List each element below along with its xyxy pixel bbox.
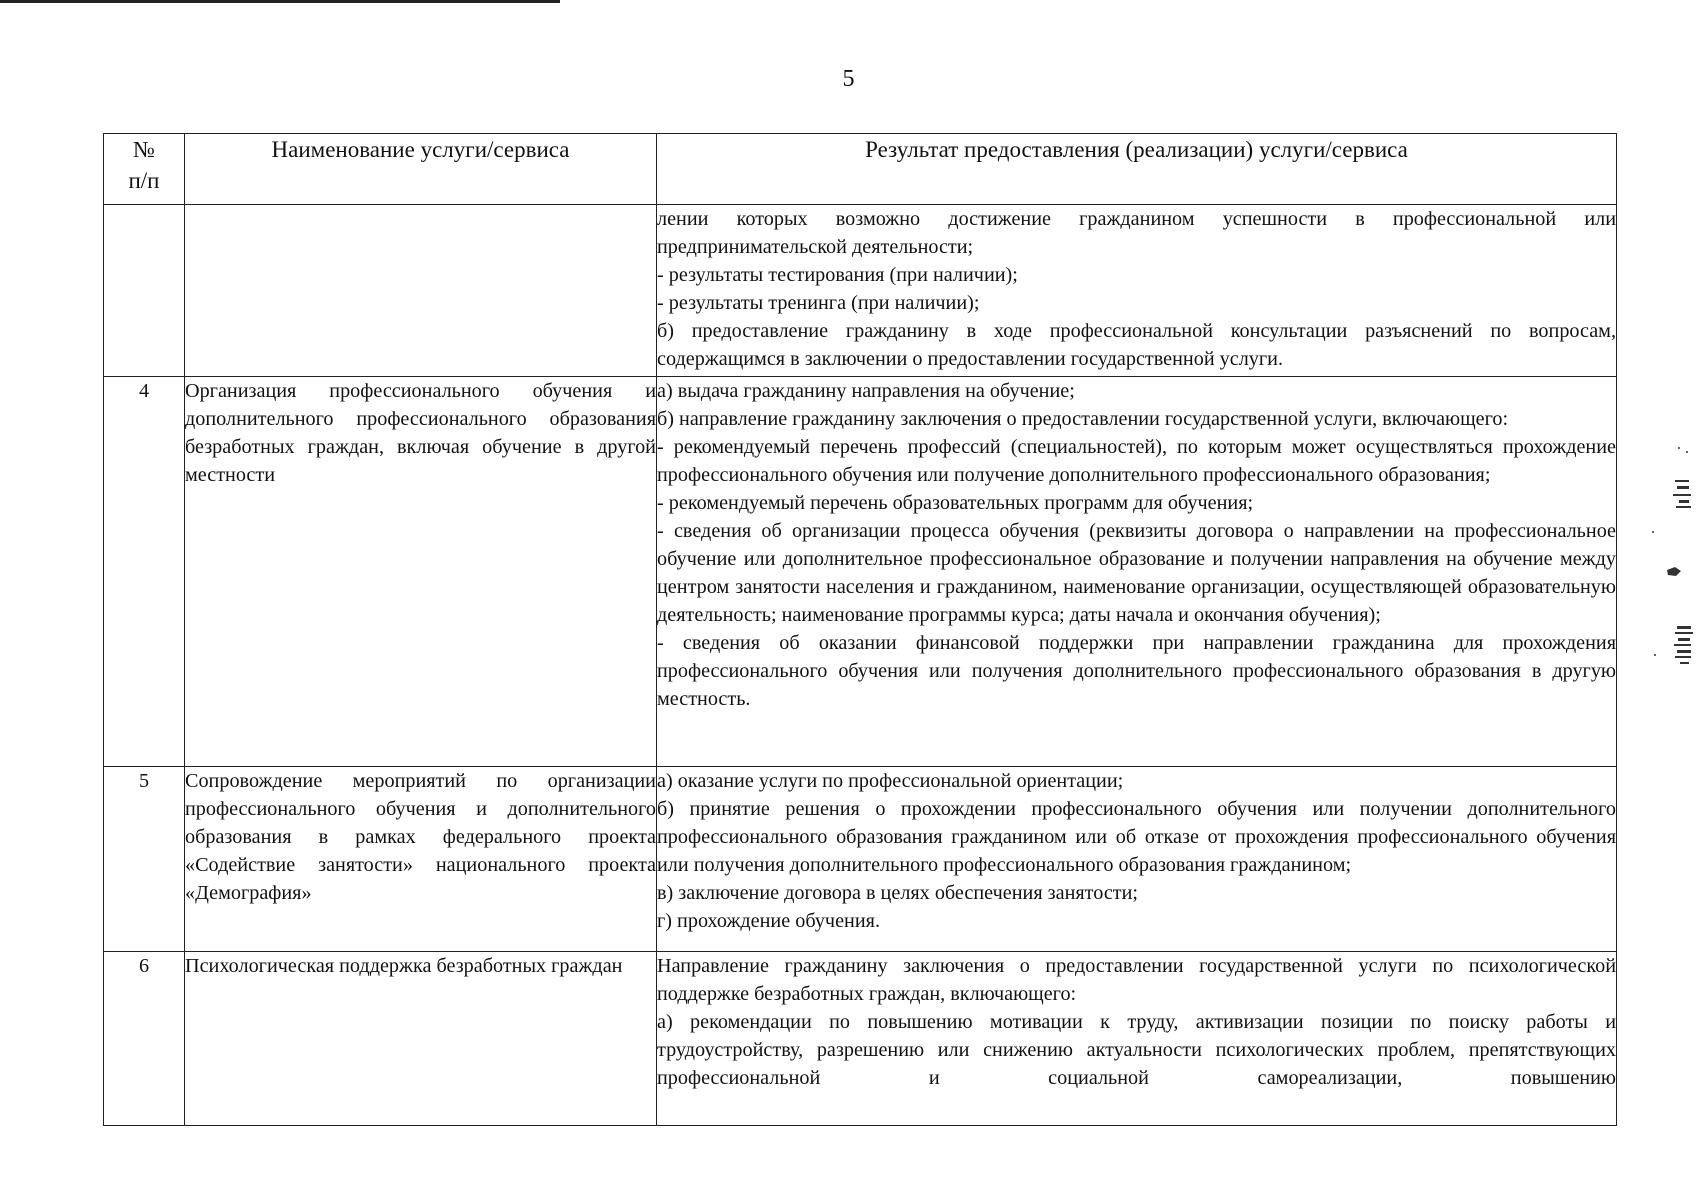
table-header-row [104,134,1617,205]
result-paragraph: - рекомендуемый перечень профессий (специальностей), по которым может осуществляться прохождение профессионального обучения или получение дополнительного профессионального образования; [657,436,1616,486]
service-name-cell [185,377,657,767]
result-paragraph: а) выдача гражданину направления на обучение; [657,380,1075,402]
result-paragraph: лении которых возможно достижение гражданином успешности в профессиональной или предпринимательской деятельности; [657,208,1616,258]
service-name: Сопровождение мероприятий по организации профессионального обучения и дополнительного образования в рамках федерального проекта «Содействие занятости» национального проекта «Демография» [185,770,656,904]
header-service-name: Наименование услуги/сервиса [185,134,657,205]
result-paragraph: а) оказание услуги по профессиональной ориентации; [657,770,1124,792]
result-paragraph: б) направление гражданину заключения о предоставлении государственной услуги, включающего: [657,408,1509,430]
row-number: 6 [104,952,185,1126]
table-row [104,377,1617,767]
result-paragraph: б) принятие решения о прохождении профессионального обучения или получении дополнительного профессионального образования гражданином или об отказе от прохождения профессионального обучения или получения дополнительного профессионального образования гражданином; [657,798,1616,876]
row-number: 4 [104,377,185,767]
service-result-cell [657,767,1617,952]
result-paragraph: - сведения об оказании финансовой поддержки при направлении гражданина для прохождения профессионального обучения или получения дополнительного профессионального образования в другую местность. [657,632,1616,710]
header-number-sign: № [133,137,155,162]
service-name-cell [185,205,657,377]
scan-noise-marks [1647,440,1697,700]
header-service-result: Результат предоставления (реализации) услуги/сервиса [657,134,1617,205]
table-row [104,952,1617,1126]
result-paragraph: - сведения об организации процесса обучения (реквизиты договора о направлении на профессиональное обучение или дополнительное профессиональное образование и получении направления на обучение между центром занятости населения и гражданином, наименование организации, осуществляющей образовательную деятельность; наименование программы курса; даты начала и окончания обучения); [657,520,1616,626]
service-name: Организация профессионального обучения и дополнительного профессионального образования безработных граждан, включая обучение в другой местности [185,380,656,486]
result-paragraph: - рекомендуемый перечень образовательных программ для обучения; [657,492,1254,514]
service-name-cell [185,952,657,1126]
services-table [103,133,1617,1126]
row-number [104,205,185,377]
table-row [104,767,1617,952]
service-result-cell [657,952,1617,1126]
result-paragraph: Направление гражданину заключения о предоставлении государственной услуги по психологической поддержке безработных граждан, включающего: [657,955,1616,1005]
result-paragraph: - результаты тестирования (при наличии); [657,264,1018,286]
result-paragraph: г) прохождение обучения. [657,910,880,932]
top-edge-rule [0,0,560,3]
result-paragraph: а) рекомендации по повышению мотивации к труду, активизации позиции по поиску работы и трудоустройству, разрешению или снижению актуальности психологических проблем, препятствующих профессиональной и социальной самореализации, повышению [657,1011,1616,1089]
header-number-abbrev: п/п [128,168,160,193]
result-paragraph: б) предоставление гражданину в ходе профессиональной консультации разъяснений по вопросам, содержащимся в заключении о предоставлении государственной услуги. [657,320,1616,370]
service-result-cell [657,377,1617,767]
page-number: 5 [842,66,855,92]
service-name-cell [185,767,657,952]
service-result-cell [657,205,1617,377]
header-number [104,134,185,205]
table-row [104,205,1617,377]
result-paragraph: - результаты тренинга (при наличии); [657,292,980,314]
service-name: Психологическая поддержка безработных граждан [185,955,623,977]
row-number: 5 [104,767,185,952]
result-paragraph: в) заключение договора в целях обеспечения занятости; [657,882,1139,904]
